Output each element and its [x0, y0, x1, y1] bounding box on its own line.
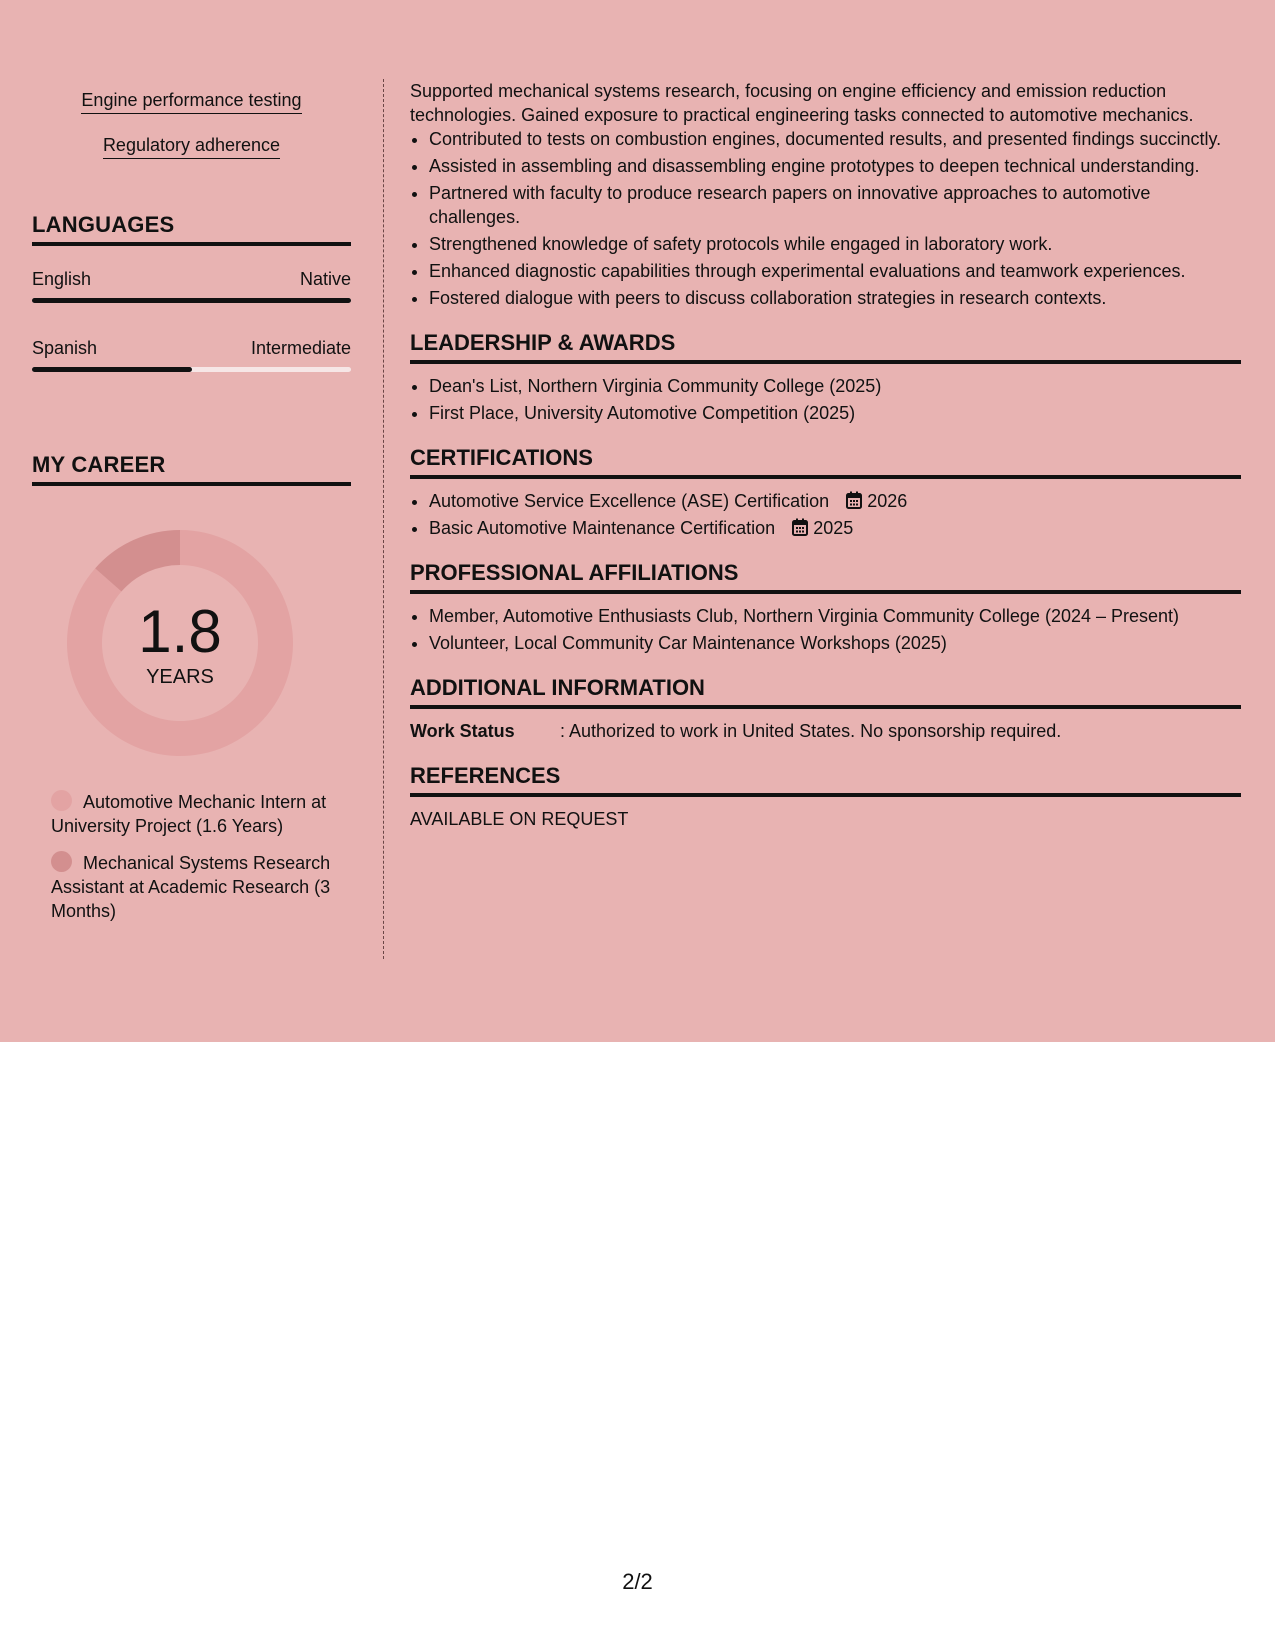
references-heading: REFERENCES: [410, 763, 1241, 797]
cert-name: Basic Automotive Maintenance Certification: [429, 518, 776, 538]
calendar-icon: [792, 518, 808, 536]
awards-list: [410, 374, 1241, 425]
right-column: [410, 79, 1241, 831]
career-legend: [51, 790, 341, 936]
legend-dot: [51, 790, 72, 811]
skill-item: [32, 134, 351, 159]
language-level: Intermediate: [250, 338, 351, 358]
language-bar: [32, 367, 351, 372]
language-bar: [32, 298, 351, 303]
list-item: • Contributed to tests on combustion engines, documented results, and presented findings succinctly.: [429, 127, 1241, 151]
experience-bullets: [410, 127, 1241, 310]
language-name: Spanish: [32, 338, 98, 358]
list-item: • Assisted in assembling and disassembling engine prototypes to deepen technical understanding.: [429, 154, 1241, 178]
language-name: English: [32, 269, 92, 289]
work-status-row: [410, 719, 1241, 743]
language-level: Native: [299, 269, 351, 289]
list-item: • Dean's List, Northern Virginia Community College (2025): [429, 374, 1241, 398]
certifications-heading: CERTIFICATIONS: [410, 445, 1241, 479]
list-item: • Member, Automotive Enthusiasts Club, Northern Virginia Community College (2024 – Present): [429, 604, 1241, 628]
language-spanish: [32, 337, 351, 372]
list-item: • Strengthened knowledge of safety protocols while engaged in laboratory work.: [429, 232, 1241, 256]
career-unit: YEARS: [146, 666, 214, 688]
column-divider: [383, 79, 384, 959]
legend-item: [51, 790, 341, 838]
awards-heading: LEADERSHIP & AWARDS: [410, 330, 1241, 364]
legend-label: Automotive Mechanic Intern at University Project (1.6 Years): [51, 792, 327, 836]
list-item: • Volunteer, Local Community Car Maintenance Workshops (2025): [429, 631, 1241, 655]
skill-label: Engine performance testing: [81, 89, 301, 114]
language-bar-fill: [32, 367, 192, 372]
career-donut-chart: [67, 530, 293, 756]
cert-year: 2025: [813, 518, 854, 538]
certifications-list: [410, 489, 1241, 540]
list-item: • Fostered dialogue with peers to discuss collaboration strategies in research contexts.: [429, 286, 1241, 310]
list-item: • Partnered with faculty to produce research papers on innovative approaches to automotive challenges.: [429, 181, 1241, 229]
legend-item: [51, 851, 341, 923]
page-number: 2/2: [622, 1569, 653, 1594]
calendar-icon: [846, 491, 862, 509]
language-bar-fill: [32, 298, 351, 303]
career-total-years: 1.8: [138, 598, 222, 665]
language-english: [32, 268, 351, 303]
career-heading: MY CAREER: [32, 452, 351, 486]
list-item: [429, 516, 1241, 540]
list-item: [429, 489, 1241, 513]
skill-label: Regulatory adherence: [103, 134, 280, 159]
list-item: • First Place, University Automotive Competition (2025): [429, 401, 1241, 425]
legend-label: Mechanical Systems Research Assistant at Academic Research (3 Months): [51, 853, 331, 921]
work-status-label: Work Status: [410, 721, 515, 741]
work-status-value: : Authorized to work in United States. No sponsorship required.: [560, 721, 1062, 741]
list-item: • Enhanced diagnostic capabilities through experimental evaluations and teamwork experiences.: [429, 259, 1241, 283]
affiliations-list: [410, 604, 1241, 655]
cert-name: Automotive Service Excellence (ASE) Certification: [429, 491, 830, 511]
additional-info-heading: ADDITIONAL INFORMATION: [410, 675, 1241, 709]
experience-summary: Supported mechanical systems research, focusing on engine efficiency and emission reduction technologies. Gained exposure to practical engineering tasks connected to automotive mechanics.: [410, 81, 1194, 125]
cert-year: 2026: [867, 491, 908, 511]
skill-item: [32, 89, 351, 114]
legend-dot: [51, 851, 72, 872]
references-value: AVAILABLE ON REQUEST: [410, 809, 629, 829]
affiliations-heading: PROFESSIONAL AFFILIATIONS: [410, 560, 1241, 594]
languages-heading: LANGUAGES: [32, 212, 351, 246]
